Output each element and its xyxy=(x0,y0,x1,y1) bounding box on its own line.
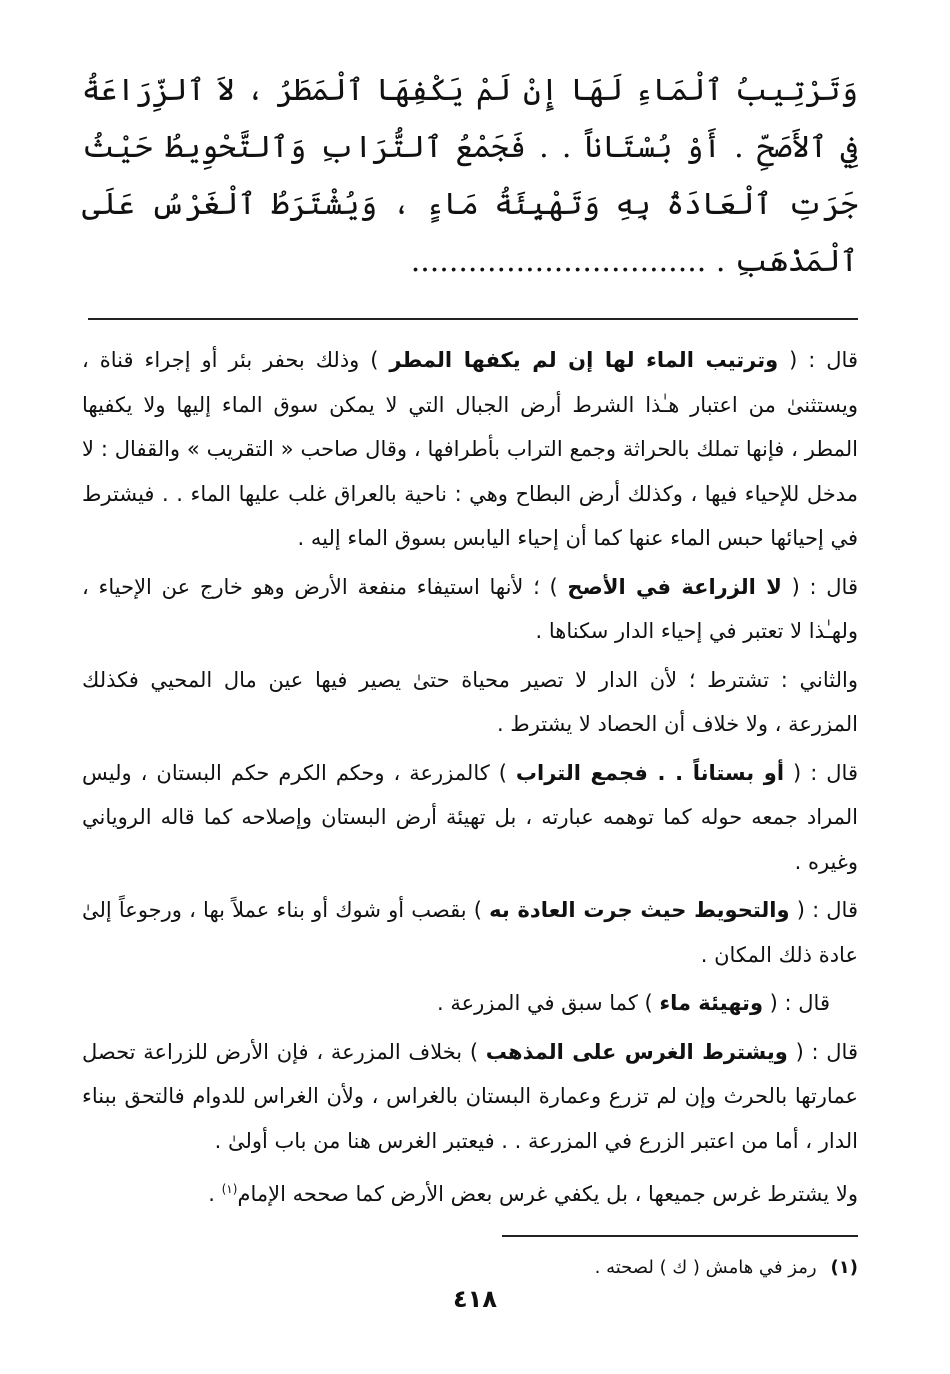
separator-rule xyxy=(88,318,858,320)
commentary-paragraph: قال : ( أو بستاناً . . فجمع التراب ) كالمزرعة ، وحكم الكرم حكم البستان ، وليس المراد جمعه حوله كما توهمه عبارته ، بل تهيئة أرض البستان وإصلاحه كما قاله الروياني وغيره . xyxy=(82,760,858,874)
quoted-matn: لا الزراعة في الأصح xyxy=(567,574,782,599)
quoted-matn: ويشترط الغرس على المذهب xyxy=(485,1039,788,1064)
quoted-matn: والتحويط حيث جرت العادة به xyxy=(489,898,790,922)
commentary-paragraph: قال : ( وترتيب الماء لها إن لم يكفها المطر ) وذلك بحفر بئر أو إجراء قناة ، ويستثنىٰ من اعتبار هـٰذا الشرط أرض الجبال التي لا يمكن سوق الماء إليها ولا يكفيها المطر ، فإنها تملك بالحراثة وجمع التراب بأطرافها ، وقال صاحب « التقريب » والقفال : لا مدخل للإحياء فيها ، وكذلك أرض البطاح وهي : ناحية بالعراق غلب عليها الماء . . فيشترط في إحيائها حبس الماء عنها كما أن إحياء اليابس بسوق الماء إليه . xyxy=(82,348,858,550)
commentary-paragraph: قال : ( والتحويط حيث جرت العادة به ) بقصب أو شوك أو بناء عملاً بها ، ورجوعاً إلىٰ عادة ذلك المكان . xyxy=(82,898,858,967)
commentary-paragraph: قال : ( وتهيئة ماء ) كما سبق في المزرعة . xyxy=(437,991,830,1015)
commentary-paragraph: قال : ( ويشترط الغرس على المذهب ) بخلاف المزرعة ، فإن الأرض للزراعة تحصل عمارتها بالحرث وإن لم تزرع وعمارة البستان بالغراس ، ولأن الغراس للدوام فالتحق ببناء الدار ، أما من اعتبر الزرع في المزرعة . . فيعتبر الغرس هنا من باب أولىٰ . xyxy=(82,1039,858,1153)
commentary-paragraph: قال : ( لا الزراعة في الأصح ) ؛ لأنها استيفاء منفعة الأرض وهو خارج عن الإحياء ، ولهـٰذا لا تعتبر في إحياء الدار سكناها . xyxy=(82,574,858,643)
commentary-paragraph: ولا يشترط غرس جميعها ، بل يكفي غرس بعض الأرض كما صححه الإمام$^{(١)}$ . xyxy=(208,1182,858,1206)
footnote-text: رمز في هامش ( ك ) لصحته . xyxy=(594,1256,817,1278)
commentary-section xyxy=(82,338,858,1217)
footnote-rule xyxy=(502,1235,858,1237)
footnote xyxy=(82,1251,858,1285)
page-number: ٤١٨ xyxy=(453,1285,497,1313)
commentary-paragraph: والثاني : تشترط ؛ لأن الدار لا تصير محياة حتىٰ يصير فيها عين مال المحيي فكذلك المزرعة ، ولا خلاف أن الحصاد لا يشترط . xyxy=(82,667,858,736)
matn-dots: ............................... xyxy=(410,244,707,279)
main-text-matn xyxy=(82,62,858,290)
quoted-matn: وترتيب الماء لها إن لم يكفها المطر xyxy=(389,348,779,372)
matn-text: وَتَرْتِيبُ ٱلْمَاءِ لَهَا إِنْ لَمْ يَكْفِهَا ٱلْمَطَرُ ، لاَ ٱلزِّرَاعَةُ فِي ٱلأَصَحِّ . أَوْ بُسْتَاناً . . فَجَمْعُ ٱلتُّرَابِ وَٱلتَّحْوِيطُ حَيْثُ جَرَتِ ٱلْعَادَةُ بِهِ وَتَهْيِئَةُ مَاءٍ ، وَيُشْتَرَطُ ٱلْغَرْسُ عَلَى ٱلْمَذْهَبِ . xyxy=(82,73,858,279)
footnote-number: (١) xyxy=(830,1256,858,1278)
quoted-matn: وتهيئة ماء xyxy=(659,991,763,1015)
quoted-matn: أو بستاناً . . فجمع التراب xyxy=(515,760,785,785)
footnote-marker[interactable]: (١) xyxy=(221,1182,238,1196)
